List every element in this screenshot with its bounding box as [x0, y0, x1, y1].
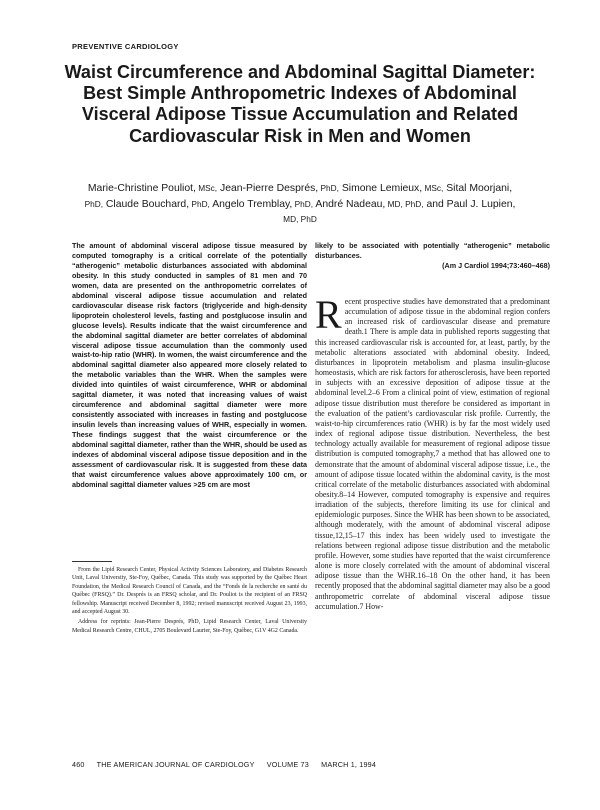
author-name: Sital Moorjani, [446, 183, 513, 194]
section-label: PREVENTIVE CARDIOLOGY [72, 42, 179, 51]
journal-name: THE AMERICAN JOURNAL OF CARDIOLOGY [96, 760, 255, 769]
author-credentials: MD, PhD, [385, 198, 424, 209]
abstract [72, 241, 307, 490]
author [88, 183, 217, 194]
drop-cap: R [315, 292, 342, 337]
citation: (Am J Cardiol 1994;73:460–468) [442, 260, 550, 270]
author-name: Simone Lemieux, [341, 183, 423, 194]
footnote-affiliation: From the Lipid Research Center, Physical Activity Sciences Laboratory, and Diabetes Research Unit, Laval University, Ste-Foy, Québec, Canada. This study was supported by the Québec Heart Foundation, the Medical Research Council of Canada, and the “Fonds de la recherche en santé du Québec (FRSQ).” Dr. Després is an FRSQ scholar, and Dr. Pouliot is the recipient of an FRSQ fellowship. Manuscript received December 8, 1992; revised manuscript received August 23, 1993, and accepted August 30. [72, 567, 307, 616]
author-name: Angelo Tremblay, [212, 198, 293, 210]
footnotes [72, 566, 307, 637]
author [220, 183, 339, 194]
author-credentials: PhD, [189, 198, 210, 209]
author-name: André Nadeau, [315, 198, 386, 210]
issue-date: MARCH 1, 1994 [321, 760, 377, 769]
author-name: Marie-Christine Pouliot, [87, 183, 196, 194]
article-title: Waist Circumference and Abdominal Sagittal Diameter: Best Simple Anthropometric Indexes of Abdominal Visceral Adipose Tissue Accumulation and Related Cardiovascular Risk in Men and Women [64, 62, 536, 146]
author-credentials: PhD, [318, 183, 339, 193]
abstract-text-continued: likely to be associated with potentially “atherogenic” metabolic disturbances. [315, 241, 550, 260]
author-credentials: PhD, [292, 198, 314, 209]
author-credentials: MSc, [195, 183, 218, 193]
author-name: Jean-Pierre Després, [220, 183, 319, 194]
footnote-reprints: Address for reprints: Jean-Pierre Després, PhD, Lipid Research Center, Laval University Medical Research Centre, CHUL, 2705 Boulevard Laurier, Ste-Foy, Québec, G1V 4G2 Canada. [72, 619, 307, 634]
author-credentials: MD, PhD [283, 214, 317, 225]
author [315, 199, 423, 210]
author-list [80, 181, 520, 228]
author [106, 199, 210, 210]
author [212, 199, 313, 210]
author-credentials: PhD, [84, 198, 104, 209]
author-credentials: MSc, [422, 183, 444, 193]
body-paragraph: ecent prospective studies have demonstrated that a predominant accumulation of adipose tissue in the abdominal region confers an increased risk of cardiovascular disease and premature death.1 There is ample data in published reports suggesting that this increased cardiovascular risk is accounted for, at least, partly, by the metabolic alterations associated with abdominal obesity. Indeed, disturbances in lipoprotein metabolism and plasma insulin-glucose homeostasis, which are risk factors for atherosclerosis, have been reported in subjects with an excessive deposition of adipose tissue at the abdominal level.2–6 From a clinical point of view, estimation of regional adipose tissue distribution must therefore be considered as important in the evaluation of the patient’s cardiovascular risk profile. Currently, the waist-to-hip circumferences ratio (WHR) is by far the most widely used index of regional adipose tissue distribution. Nevertheless, the best technology actually available for measurement of regional adipose tissue distribution is computed tomography,7 a method that has allowed one to demonstrate that the amount of abdominal visceral adipose tissue, i.e., the amount of adipose tissue located within the abdominal cavity, is the most critical correlate of the metabolic disturbances associated with abdominal obesity.8–14 However, computed tomography is expensive and requires irradiation of the subjects, therefore limiting its use for clinical and epidemiologic purposes. Since the WHR has been shown to be associated, although moderately, with the amount of abdominal visceral adipose tissue,12,15–17 this index has been widely used to investigate the relations between regional adipose tissue distribution and the metabolic profile. However, some studies have reported that the waist circumference alone is more closely correlated with the amount of abdominal visceral adipose tissue than the WHR.16–18 On the other hand, it has been recently proposed that the abdominal sagittal diameter may also be a good anthropometric correlate of abdominal visceral adipose tissue accumulation.7 How- [315, 297, 550, 611]
page-number: 460 [72, 760, 85, 769]
body-text [315, 292, 550, 612]
author [342, 183, 444, 194]
author-name: and Paul J. Lupien, [426, 198, 516, 210]
abstract-text: The amount of abdominal visceral adipose tissue measured by computed tomography is a critical correlate of the potentially “atherogenic” metabolic disturbances associated with abdominal obesity. In this study conducted in samples of 81 men and 70 women, data are presented on the anthropometric correlates of abdominal visceral adipose tissue accumulation and related cardiovascular disease risk factors (triglyceride and high-density lipoprotein cholesterol levels, fasting and postglucose insulin and glucose levels). Results indicate that the waist circumference and the abdominal sagittal diameter are better correlates of abdominal visceral adipose tissue accumulation than the commonly used waist-to-hip ratio (WHR). In women, the waist circumference and the abdominal sagittal diameter also appeared more closely related to the metabolic variables than the WHR. When the samples were divided into quintiles of waist circumference, WHR or abdominal sagittal diameter, it was noted that increasing values of waist circumference and abdominal sagittal diameter were more consistently associated with increases in fasting and postglucose insulin levels than increasing values of WHR, especially in women. These findings suggest that the waist circumference or the abdominal sagittal diameter, rather than the WHR, should be used as indexes of abdominal visceral adipose tissue deposition and in the assessment of cardiovascular risk. It is suggested from these data that waist circumference values above approximately 100 cm, or abdominal sagittal diameter values >25 cm are most [72, 241, 307, 489]
author-name: Claude Bouchard, [105, 198, 190, 210]
volume: VOLUME 73 [266, 760, 309, 769]
footnote-divider [72, 561, 112, 562]
abstract-continued [315, 241, 550, 271]
page-footer [72, 760, 386, 769]
